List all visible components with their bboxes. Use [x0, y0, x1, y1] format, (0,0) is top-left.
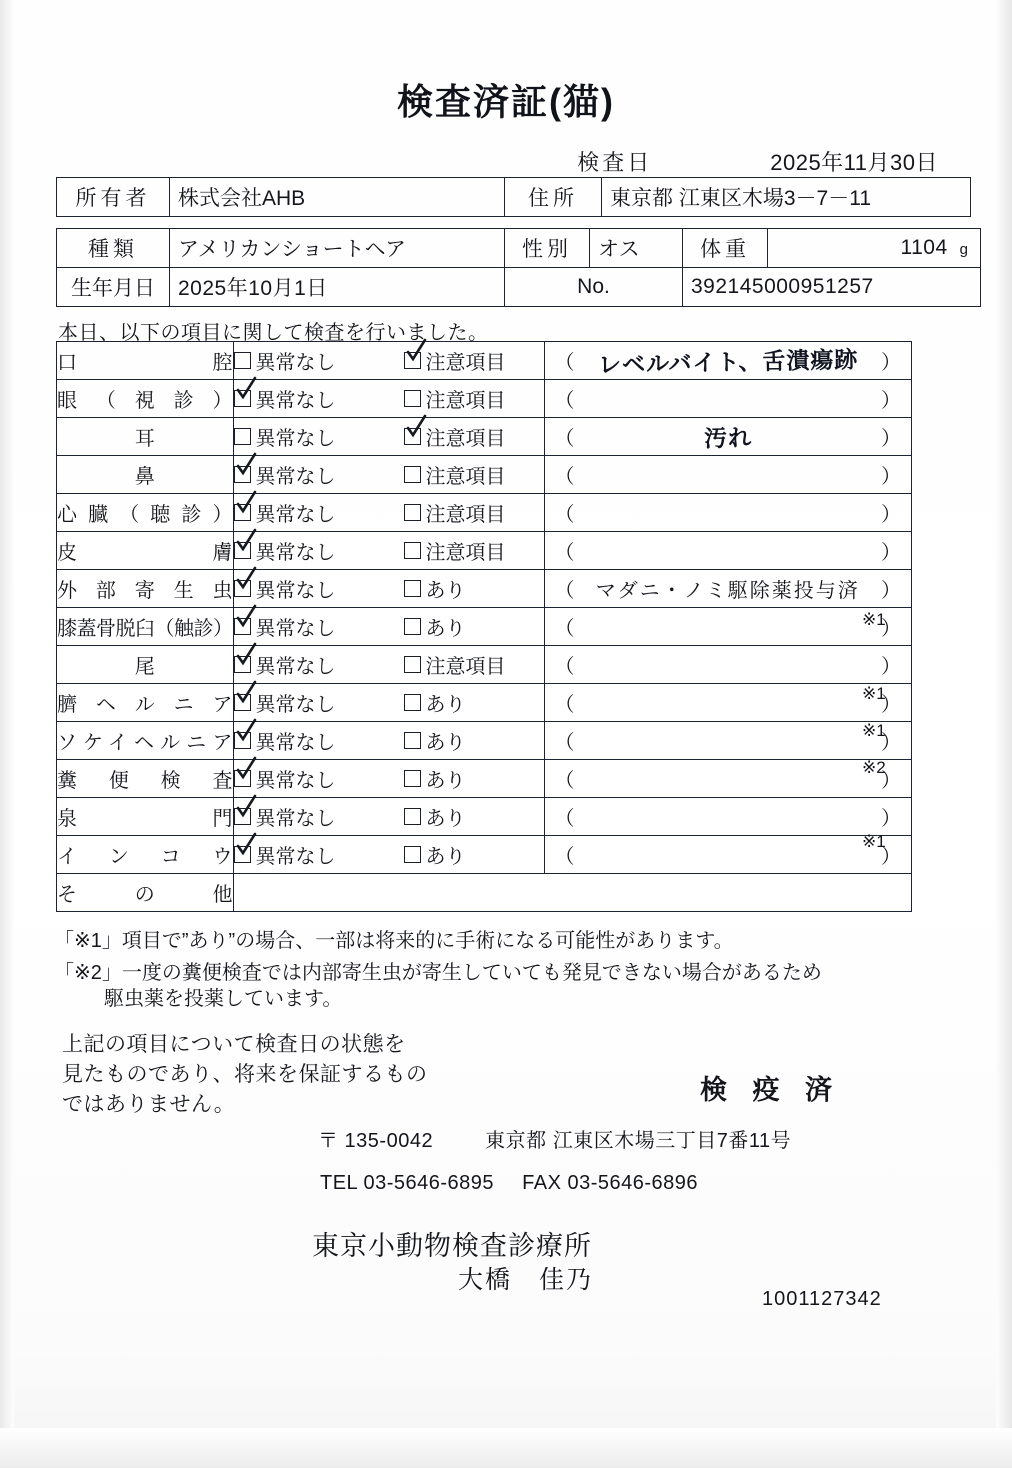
checkbox-option-normal[interactable] [234, 764, 404, 793]
checkbox-icon[interactable] [404, 428, 421, 445]
checkbox-option-alert[interactable] [404, 422, 544, 451]
handwritten-note: 汚れ [703, 425, 753, 453]
checkbox-option-normal[interactable] [234, 384, 404, 413]
birth-label: 生年月日 [57, 268, 170, 307]
footnote-2-cont: 駆虫薬を投薬しています。 [104, 988, 343, 1010]
option-label: 異常なし [255, 808, 336, 830]
option-label: 異常なし [255, 580, 336, 602]
disclaimer-line-3: ではありません。 [62, 1093, 236, 1116]
table-row [57, 268, 981, 307]
exam-empty-cell [233, 874, 912, 912]
exam-note-cell[interactable] [544, 570, 912, 608]
exam-date-label: 検査日 [577, 150, 653, 175]
exam-note-cell[interactable] [544, 342, 912, 380]
exam-note-cell[interactable] [544, 380, 912, 418]
option-label: 異常なし [255, 504, 336, 526]
checkbox-icon[interactable] [404, 656, 421, 673]
asterisk-marker: ※1 [862, 721, 886, 740]
checkbox-icon[interactable] [234, 656, 251, 673]
checkbox-icon[interactable] [404, 580, 421, 597]
breed-value: アメリカンショートヘア [170, 229, 505, 268]
clinic-address [318, 1124, 791, 1153]
exam-options [233, 760, 544, 798]
exam-options [233, 608, 544, 646]
exam-note-cell[interactable] [544, 760, 912, 798]
option-label: 異常なし [255, 694, 336, 716]
option-label: あり [425, 846, 466, 868]
table-row [57, 342, 912, 380]
checkbox-option-alert[interactable] [404, 498, 544, 527]
paren-close: ） [881, 618, 901, 640]
exam-item-label: 臍ヘルニア [57, 684, 234, 722]
checkbox-icon[interactable] [404, 542, 421, 559]
doctor-name: 大橋 佳乃 [458, 1266, 594, 1294]
checkbox-icon[interactable] [234, 542, 251, 559]
option-label: 注意項目 [425, 656, 506, 678]
table-row [57, 494, 912, 532]
examination-table [56, 341, 912, 912]
paren-open: （ [554, 352, 575, 374]
clinic-contact [320, 1172, 698, 1195]
exam-item-label: 鼻 [57, 456, 234, 494]
checkbox-icon[interactable] [404, 390, 421, 407]
exam-options [233, 418, 544, 456]
clinic-name: 東京小動物検査診療所 [312, 1231, 592, 1261]
checkbox-option-alert[interactable] [404, 802, 544, 831]
paren-open: （ [554, 580, 575, 602]
option-label: あり [425, 808, 466, 830]
exam-note-cell[interactable] [544, 722, 912, 760]
checkbox-option-normal[interactable] [234, 460, 404, 489]
paren-close: ） [881, 580, 901, 602]
table-row [57, 229, 981, 268]
paren-close: ） [881, 428, 901, 450]
exam-note-cell[interactable] [544, 836, 912, 874]
paren-close: ） [881, 732, 901, 754]
footnote-2: 「※2」一度の糞便検査では内部寄生虫が寄生していても発見できない場合があるため [54, 962, 822, 984]
footnote-1: 「※1」項目で”あり”の場合、一部は将来的に手術になる可能性があります。 [54, 930, 734, 952]
checkbox-option-alert[interactable] [404, 536, 544, 565]
checkbox-option-alert[interactable] [404, 574, 544, 603]
disclaimer-line-2: 見たものであり、将来を保証するもの [62, 1063, 428, 1086]
clinic-address-text: 東京都 江東区木場三丁目7番11号 [485, 1130, 792, 1152]
checkbox-option-normal[interactable] [234, 802, 404, 831]
owner-value: 株式会社AHB [170, 178, 505, 217]
breed-label: 種類 [57, 229, 170, 268]
exam-note-cell[interactable] [544, 646, 912, 684]
document-id: 1001127342 [762, 1288, 882, 1310]
table-row [57, 646, 912, 684]
checkbox-icon[interactable] [404, 352, 421, 369]
table-row [57, 570, 912, 608]
sex-value: オス [590, 229, 683, 268]
owner-table [56, 177, 971, 217]
checkbox-option-alert[interactable] [404, 460, 544, 489]
paren-open: （ [554, 846, 575, 868]
checkbox-icon[interactable] [404, 694, 421, 711]
exam-item-label: その他 [57, 874, 234, 912]
exam-date-value: 2025年11月30日 [770, 150, 938, 175]
table-row [57, 380, 912, 418]
paren-close: ） [881, 656, 901, 678]
exam-note-cell[interactable] [544, 418, 912, 456]
checkbox-icon[interactable] [234, 428, 251, 445]
paren-open: （ [554, 542, 575, 564]
sex-label: 性別 [505, 229, 590, 268]
table-row [57, 760, 912, 798]
table-row [57, 836, 912, 874]
checkbox-icon[interactable] [404, 732, 421, 749]
clinic-fax: FAX 03-5646-6896 [522, 1172, 699, 1194]
paren-close: ） [881, 542, 901, 564]
checkbox-option-alert[interactable] [404, 688, 544, 717]
exam-item-label: 糞便検査 [57, 760, 234, 798]
page-title: 検査済証(猫) [397, 81, 615, 122]
asterisk-marker: ※1 [862, 832, 886, 851]
exam-options [233, 684, 544, 722]
exam-note-text: マダニ・ノミ駆除薬投与済 [595, 580, 860, 602]
checkbox-icon[interactable] [404, 770, 421, 787]
exam-note-cell[interactable] [544, 456, 912, 494]
checkbox-icon[interactable] [234, 846, 251, 863]
weight-label: 体重 [683, 229, 768, 268]
lead-text: 本日、以下の項目に関して検査を行いました。 [58, 322, 489, 344]
checkbox-icon[interactable] [234, 580, 251, 597]
weight-unit: g [959, 241, 968, 258]
paren-close: ） [881, 694, 901, 716]
paren-open: （ [554, 770, 575, 792]
paper-edge-right [996, 0, 1012, 1468]
paren-open: （ [554, 504, 575, 526]
option-label: 異常なし [255, 846, 336, 868]
option-label: あり [425, 694, 466, 716]
table-row [57, 684, 912, 722]
checkbox-icon[interactable] [234, 390, 251, 407]
handwritten-note: レベルバイト、舌潰瘍跡 [597, 347, 859, 379]
exam-options [233, 494, 544, 532]
checkbox-icon[interactable] [234, 732, 251, 749]
checkbox-option-normal[interactable] [234, 346, 404, 375]
paren-open: （ [554, 390, 575, 412]
exam-options [233, 532, 544, 570]
option-label: あり [425, 770, 466, 792]
paren-close: ） [881, 352, 901, 374]
option-label: 注意項目 [425, 390, 506, 412]
exam-item-label: 膝蓋骨脱臼（触診） [57, 608, 234, 646]
table-row [57, 532, 912, 570]
paren-open: （ [554, 694, 575, 716]
checkbox-icon[interactable] [234, 694, 251, 711]
checkbox-option-normal[interactable] [234, 650, 404, 679]
address-value: 東京都 江東区木場3－7－11 [602, 178, 971, 217]
checkbox-icon[interactable] [234, 808, 251, 825]
option-label: あり [425, 618, 466, 640]
option-label: あり [425, 580, 466, 602]
checkbox-icon[interactable] [234, 466, 251, 483]
option-label: 異常なし [255, 656, 336, 678]
clinic-zip: 〒 135-0042 [318, 1130, 434, 1152]
paren-open: （ [554, 618, 575, 640]
exam-item-label: ソケイヘルニア [57, 722, 234, 760]
exam-note-cell[interactable] [544, 608, 912, 646]
checkbox-option-alert[interactable] [404, 726, 544, 755]
paren-close: ） [881, 504, 901, 526]
paren-open: （ [554, 466, 575, 488]
paper-edge-bottom [0, 1428, 1012, 1468]
checkbox-option-alert[interactable] [404, 840, 544, 869]
checkbox-icon[interactable] [404, 504, 421, 521]
exam-item-label: 外部寄生虫 [57, 570, 234, 608]
weight-value [768, 229, 981, 268]
exam-options [233, 570, 544, 608]
checkbox-option-alert[interactable] [404, 764, 544, 793]
exam-item-label: 尾 [57, 646, 234, 684]
checkbox-icon[interactable] [234, 618, 251, 635]
option-label: 異常なし [255, 770, 336, 792]
asterisk-marker: ※1 [862, 610, 886, 629]
address-label: 住所 [505, 178, 602, 217]
no-value: 392145000951257 [683, 268, 981, 307]
no-label: No. [505, 268, 683, 307]
option-label: 異常なし [255, 352, 336, 374]
checkbox-icon[interactable] [404, 808, 421, 825]
exam-note-cell[interactable] [544, 532, 912, 570]
disclaimer-line-1: 上記の項目について検査日の状態を [62, 1033, 406, 1056]
paren-close: ） [881, 466, 901, 488]
birth-value: 2025年10月1日 [170, 268, 505, 307]
option-label: 注意項目 [425, 504, 506, 526]
quarantine-stamp: 検 疫 済 [700, 1075, 842, 1105]
paper-edge-left [0, 0, 14, 1468]
checkbox-option-normal[interactable] [234, 688, 404, 717]
checkbox-option-alert[interactable] [404, 612, 544, 641]
option-label: 異常なし [255, 428, 336, 450]
owner-label: 所有者 [57, 178, 170, 217]
exam-note-cell[interactable] [544, 798, 912, 836]
paren-open: （ [554, 732, 575, 754]
exam-item-label: 心臓（聴診） [57, 494, 234, 532]
exam-options [233, 836, 544, 874]
clinic-tel: TEL 03-5646-6895 [320, 1172, 495, 1194]
option-label: 注意項目 [425, 542, 506, 564]
exam-item-label: 泉門 [57, 798, 234, 836]
paren-close: ） [881, 770, 901, 792]
checkbox-icon[interactable] [404, 846, 421, 863]
exam-options [233, 380, 544, 418]
exam-note-cell[interactable] [544, 494, 912, 532]
asterisk-marker: ※1 [862, 684, 886, 703]
paren-close: ） [881, 846, 901, 868]
exam-options [233, 722, 544, 760]
checkbox-option-normal[interactable] [234, 498, 404, 527]
option-label: 注意項目 [425, 428, 506, 450]
checkbox-icon[interactable] [234, 504, 251, 521]
table-row [57, 456, 912, 494]
option-label: 異常なし [255, 732, 336, 754]
table-row [57, 608, 912, 646]
option-label: 注意項目 [425, 466, 506, 488]
checkbox-option-alert[interactable] [404, 384, 544, 413]
table-row [57, 722, 912, 760]
checkbox-option-normal[interactable] [234, 536, 404, 565]
option-label: 注意項目 [425, 352, 506, 374]
option-label: 異常なし [255, 542, 336, 564]
checkbox-option-normal[interactable] [234, 574, 404, 603]
paren-close: ） [881, 390, 901, 412]
paren-close: ） [881, 808, 901, 830]
checkbox-option-normal[interactable] [234, 422, 404, 451]
exam-item-label: インコウ [57, 836, 234, 874]
option-label: 異常なし [255, 618, 336, 640]
table-row [57, 874, 912, 912]
checkbox-icon[interactable] [404, 618, 421, 635]
checkbox-icon[interactable] [404, 466, 421, 483]
option-label: 異常なし [255, 390, 336, 412]
exam-options [233, 798, 544, 836]
spec-table [56, 228, 981, 307]
exam-options [233, 342, 544, 380]
checkbox-option-normal[interactable] [234, 726, 404, 755]
weight-number: 1104 [900, 236, 948, 259]
paren-open: （ [554, 428, 575, 450]
table-row [57, 418, 912, 456]
exam-item-label: 眼（視診） [57, 380, 234, 418]
exam-item-label: 口腔 [57, 342, 234, 380]
exam-note-cell[interactable] [544, 684, 912, 722]
paren-open: （ [554, 656, 575, 678]
disclaimer [62, 1030, 428, 1120]
exam-item-label: 耳 [57, 418, 234, 456]
checkbox-option-alert[interactable] [404, 346, 544, 375]
paren-open: （ [554, 808, 575, 830]
exam-options [233, 646, 544, 684]
checkbox-icon[interactable] [234, 770, 251, 787]
option-label: 異常なし [255, 466, 336, 488]
checkbox-icon[interactable] [234, 352, 251, 369]
exam-item-label: 皮膚 [57, 532, 234, 570]
asterisk-marker: ※2 [862, 758, 886, 777]
checkbox-option-normal[interactable] [234, 840, 404, 869]
checkbox-option-normal[interactable] [234, 612, 404, 641]
exam-options [233, 456, 544, 494]
checkbox-option-alert[interactable] [404, 650, 544, 679]
table-row [57, 798, 912, 836]
table-row [57, 178, 971, 217]
exam-date [0, 146, 938, 177]
option-label: あり [425, 732, 466, 754]
